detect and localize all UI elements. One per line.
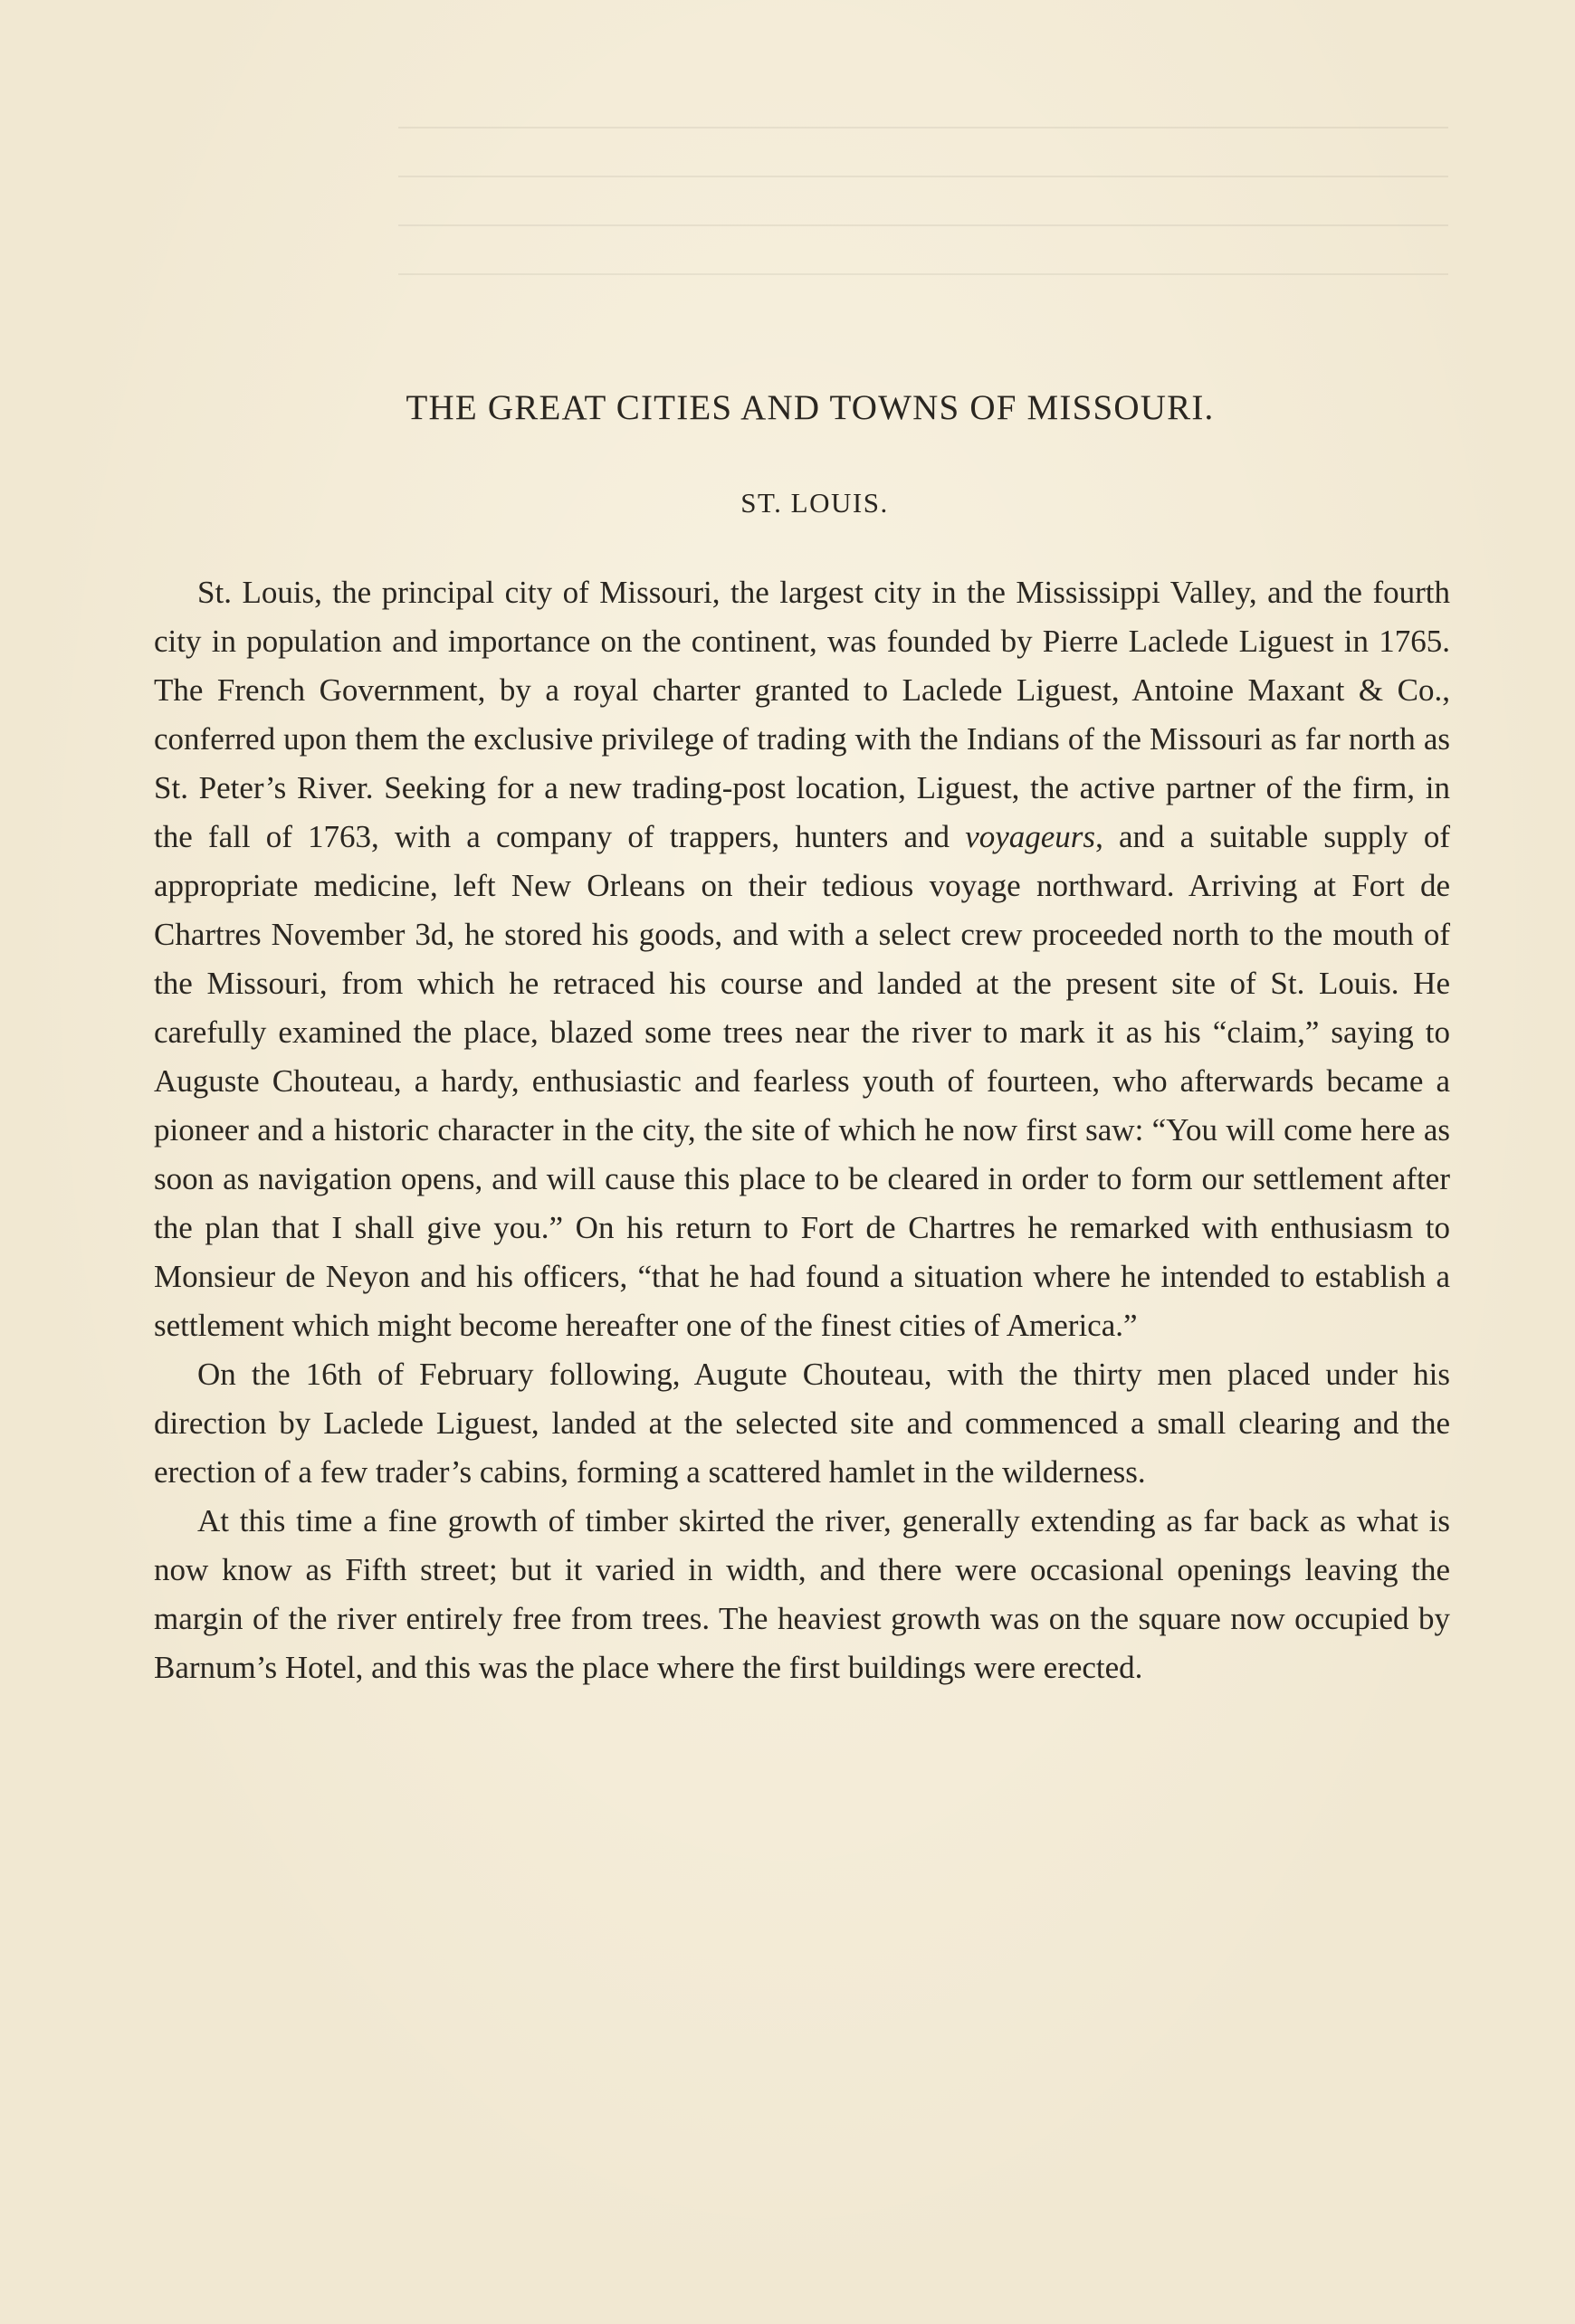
paragraph-1-text-end: , and a suitable supply of appropriate medicine, left New Orleans on their tedious voyage northward. Arriving at Fort de Chartres November 3d, he stored his goods, and with a select crew proceeded north to the mouth of the Missouri, from which he retraced his course and landed at the present site of St. Louis. He carefully examined the place, blazed some trees near the river to mark it as his “claim,” saying to Auguste Chouteau, a hardy, enthusiastic and fearless youth of fourteen, who afterwards became a pioneer and a historic character in the city, the site of which he now first saw: “You will come here as soon as navigation opens, and will cause this place to be cleared in order to form our settlement after the plan that I shall give you.” On his return to Fort de Chartres he remarked with enthusiasm to Monsieur de Neyon and his officers, “that he had found a situation where he intended to establish a settlement which might become hereafter one of the finest cities of America.” [154, 818, 1450, 1343]
paragraph-1-text-start: St. Louis, the principal city of Missouri, the largest city in the Mississippi Valley, and the fourth city in population and importance on the continent, was founded by Pierre Laclede Liguest in 1765. The French Government, by a royal charter granted to Laclede Liguest, Antoine Maxant & Co., conferred upon them the exclusive privilege of trading with the Indians of the Missouri as far north as St. Peter’s River. Seeking for a new trading-post location, Liguest, the active partner of the firm, in the fall of 1763, with a company of trappers, hunters and [154, 574, 1450, 854]
paragraph-1-italic-term: voyageurs [965, 818, 1096, 854]
chapter-title: THE GREAT CITIES AND TOWNS OF MISSOURI. [406, 388, 1215, 427]
section-title: ST. LOUIS. [740, 486, 889, 519]
bleed-through-text [398, 127, 1448, 362]
paragraph-3: At this time a fine growth of timber skirted the river, generally extending as far back as what is now know as Fifth street; but it varied in width, and there were occasional openings leaving the margin of the river entirely free from trees. The heaviest growth was on the square now occupied by Barnum’s Hotel, and this was the place where the first buildings were erected. [154, 1502, 1450, 1685]
paragraph-1 [154, 568, 1450, 1350]
page-content [154, 387, 1450, 1692]
paragraph-2: On the 16th of February following, Augute Chouteau, with the thirty men placed under his direction by Laclede Liguest, landed at the selected site and commenced a small clearing and the erection of a few trader’s cabins, forming a scattered hamlet in the wilderness. [154, 1356, 1450, 1490]
